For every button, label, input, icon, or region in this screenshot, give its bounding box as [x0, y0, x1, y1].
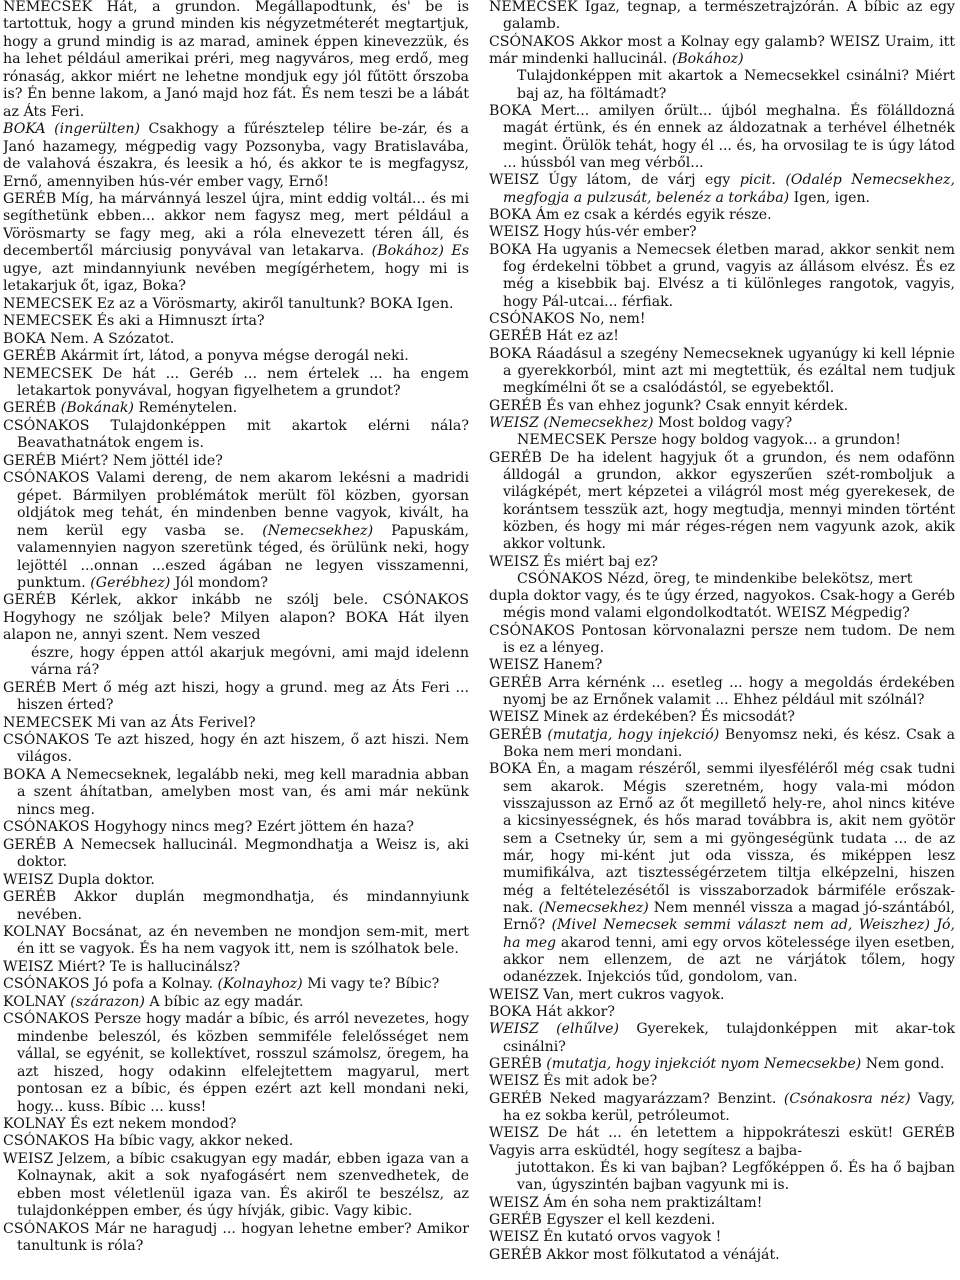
dialogue-paragraph	[3, 331, 469, 348]
dialogue-paragraph	[3, 191, 469, 296]
dialogue-paragraph	[3, 959, 469, 976]
left-column	[3, 0, 469, 1279]
dialogue-text: CSÓNAKOS Hogyhogy nincs meg? Ezért jöttem én haza?	[3, 819, 414, 836]
dialogue-paragraph	[3, 1116, 469, 1133]
dialogue-text: CSÓNAKOS Persze hogy madár a bíbic, és arról nevezetes, hogy mindenbe beleszól, és közben semmiféle felelősséget nem vállal, se egyénit, se kollektívet, rosszul számolsz, öregem, ha azt hiszed, hogy odakinn elfelejtettem magyarul, mert pontosan ez a bíbic, és éppen ezért azt kell mondani neki, hogy... kuss. Bíbic ... kuss!	[3, 1011, 469, 1115]
dialogue-text: CSÓNAKOS Jó pofa a Kolnay.	[3, 976, 218, 993]
dialogue-text: KOLNAY Bocsánat, az én nevemben ne mondjon sem-mit, mert én itt se vagyok. És ha nem vagyok itt, nem is szólhatok bele.	[3, 924, 469, 958]
dialogue-text: WEISZ De hát ... én letettem a hippokráteszi esküt! GERÉB Vagyis arra esküdtél, hogy segítesz a bajba-	[489, 1125, 955, 1159]
dialogue-text: Gyerekek, tulajdonképpen mit akar-tok csinálni?	[503, 1021, 955, 1055]
dialogue-text: BOKA Mert... amilyen őrült... újból meghalna. És fölálldozná magát értünk, és én ennek az áldozatnak a terhével élhetnék megint. Örülök tehát, hogy él ... és, ha orvosilag te is úgy látod ... hússból van meg vérből...	[489, 102, 955, 171]
stage-direction: (Gerébhez)	[90, 574, 171, 591]
dialogue-text: Tulajdonképpen mit akartok a Nemecsekkel csinálni? Miért baj az, ha föltámadt?	[517, 68, 955, 102]
dialogue-text: Nem gond.	[861, 1056, 945, 1073]
dialogue-paragraph	[489, 1160, 955, 1195]
dialogue-text: WEISZ Van, mert cukros vagyok.	[489, 986, 725, 1003]
dialogue-text: Igen, igen.	[789, 189, 870, 206]
dialogue-paragraph	[489, 675, 955, 710]
dialogue-paragraph	[489, 1229, 955, 1246]
dialogue-paragraph	[3, 1011, 469, 1116]
dialogue-paragraph	[489, 657, 955, 674]
dialogue-paragraph	[3, 872, 469, 889]
stage-direction: (Bokának)	[60, 400, 134, 417]
dialogue-paragraph	[3, 680, 469, 715]
dialogue-text: dupla doktor vagy, és te úgy érzed, nagyokos. Csak-hogy a Geréb mégis mond valami elgondolkodtatót. WEISZ Mégpedig?	[489, 588, 955, 622]
dialogue-paragraph	[489, 709, 955, 726]
dialogue-paragraph	[489, 1091, 955, 1126]
dialogue-paragraph	[489, 588, 955, 623]
dialogue-paragraph	[3, 121, 469, 191]
dialogue-text: GERÉB A Nemecsek hallucinál. Megmondhatja a Weisz is, aki doktor.	[3, 836, 469, 871]
dialogue-text: WEISZ És miért baj ez?	[489, 553, 658, 570]
dialogue-text: Csakhogy a fűrésztelep télire be-zár, és a Janó hazamegy, mégpedig vagy Pozsonyba, vagy Bratislavába, de valahová északra, és leesik a hó, és akkor te is megfagysz, Ernő, amennyiben hús-vér ember vagy, Ernő!	[3, 121, 469, 190]
dialogue-text: GERÉB Arra kérnénk ... esetleg ... hogy a megoldás érdekében nyomj be az Ernőnek valamit ... Ehhez például mit szólnál?	[489, 674, 955, 709]
dialogue-paragraph	[3, 767, 469, 819]
dialogue-paragraph	[489, 1056, 955, 1073]
dialogue-paragraph	[3, 0, 469, 121]
dialogue-text: Nem mennél vissza a magad jó-szántából, Ernő?	[503, 900, 955, 934]
dialogue-text: GERÉB Mert ő még azt hiszi, hogy a grund. meg az Áts Feri ... hiszen érted?	[3, 679, 469, 714]
dialogue-text: Papuskám, valamennyien nagyon szeretünk téged, és örülünk neki, hogy lejöttél ...onnan ...eszed ágában ne legyen visszamenni, punktum.	[17, 522, 469, 591]
dialogue-paragraph	[489, 987, 955, 1004]
dialogue-paragraph	[489, 1195, 955, 1212]
dialogue-paragraph	[489, 432, 955, 449]
dialogue-paragraph	[3, 592, 469, 644]
dialogue-text: BOKA A Nemecseknek, legalább neki, meg kell maradnia abban a szent áhítatban, amelyben most van, és ami már nekünk nincs meg.	[3, 766, 469, 818]
stage-direction: (Nemecsekhez)	[262, 522, 374, 539]
dialogue-paragraph	[3, 1151, 469, 1221]
dialogue-paragraph	[489, 415, 955, 432]
stage-direction: (Bokához) Es	[371, 243, 469, 260]
dialogue-text: WEISZ Hanem?	[489, 657, 603, 674]
dialogue-text: NEMECSEK És aki a Himnuszt írta?	[3, 313, 265, 330]
stage-direction: (szárazon)	[70, 993, 145, 1010]
dialogue-text: GERÉB Akkor duplán megmondhatja, és mindannyiunk nevében.	[3, 889, 469, 923]
dialogue-text: WEISZ Minek az érdekében? És micsodát?	[489, 709, 795, 726]
dialogue-paragraph	[489, 1212, 955, 1229]
stage-direction: (Csónakosra néz)	[783, 1090, 911, 1107]
dialogue-text: CSÓNAKOS Te azt hiszed, hogy én azt hiszem, ő azt hiszi. Nem világos.	[3, 732, 469, 766]
dialogue-text: BOKA Én, a magam részéről, semmi ilyesféléről még csak tudni sem akarok. Mégis szeretném, hogy vala-mi módon visszajusson az Ernő az őt megillető hely-re, ahol nincs kitéve a kicsinyességnek, és hős marad továbbra is, akit nem gyötör sem a Csetneky úr, sem a mi gyöngeségünk tudata ... de az már, hogy mi-ként jut oda vissza, és miképpen lesz mumifikálva, azt tisztességérzetem tiltja elképzelni, hiszen még a feltételezésétől is visszaborzadok bármiféle erőszak-nak.	[489, 761, 955, 917]
dialogue-text: CSÓNAKOS Már ne haragudj ... hogyan lehetne ember? Amikor tanultunk is róla?	[3, 1220, 469, 1255]
dialogue-paragraph	[489, 1125, 955, 1160]
dialogue-paragraph	[489, 450, 955, 554]
dialogue-paragraph	[489, 727, 955, 762]
dialogue-text: GERÉB	[3, 400, 61, 417]
dialogue-text: WEISZ Dupla doktor.	[3, 871, 155, 888]
dialogue-text: NEMECSEK Ez az a Vörösmarty, akiről tanultunk? BOKA Igen.	[3, 295, 454, 312]
dialogue-paragraph	[3, 732, 469, 767]
dialogue-paragraph	[489, 242, 955, 311]
dialogue-text: WEISZ Én kutató orvos vagyok !	[489, 1229, 722, 1246]
dialogue-paragraph	[3, 645, 469, 680]
dialogue-text: BOKA Nem. A Szózatot.	[3, 330, 175, 347]
dialogue-paragraph	[489, 311, 955, 328]
dialogue-text: NEMECSEK De hát ... Geréb ... nem értelek ... ha engem letakartok ponyvával, hogyan figyelhetem a grundot?	[3, 365, 469, 399]
dialogue-paragraph	[489, 68, 955, 103]
dialogue-text: akarod tenni, ami egy orvos kötelessége ilyen esetben, akkor nem ellenzem, de azt ne várjátok tőlem, hogy odanézzek. Injekciós tűd, gondolom, van.	[503, 934, 955, 986]
dialogue-paragraph	[489, 172, 955, 207]
dialogue-text: GERÉB Miért? Nem jöttél ide?	[3, 452, 223, 469]
dialogue-paragraph	[3, 313, 469, 330]
dialogue-paragraph	[3, 453, 469, 470]
dialogue-text: NEMECSEK Igaz, tegnap, a természetrajzórán. A bíbic az egy galamb.	[489, 0, 955, 33]
dialogue-text: GERÉB	[489, 1056, 547, 1073]
dialogue-text: GERÉB Kérlek, akkor inkább ne szólj bele. CSÓNAKOS Hogyhogy ne szóljak bele? Milyen alapon? BOKA Hát ilyen alapon ne, annyi szent. Nem veszed	[3, 592, 469, 644]
stage-direction: WEISZ (elhűlve)	[489, 1021, 619, 1038]
dialogue-paragraph	[3, 994, 469, 1011]
dialogue-text: ugye, azt mindannyiunk nevében megígérhetem, hogy mi is letakarjuk őt, igaz, Boka?	[3, 260, 469, 295]
dialogue-paragraph	[489, 1073, 955, 1090]
dialogue-paragraph	[3, 400, 469, 417]
stage-direction: (Kolnayhoz)	[217, 976, 303, 993]
dialogue-paragraph	[3, 366, 469, 401]
dialogue-text: NEMECSEK Hát, a grundon. Megállapodtunk, és' be is tartottuk, hogy a grund minden kis négyzetméterét megtartjuk, hogy a grund mindig is az marad, aminek éppen kinevezzük, és ha lehet például amerikai préri, meg nagyváros, meg erdő, meg rónaság, akkor miért ne lehetne mondjuk egy jól fűtött őrszoba is? Én benne lakom, a Janó majd hoz fát. És nem teszi be a lábát az Áts Feri.	[3, 0, 469, 120]
stage-direction: (mutatja, hogy injekciót nyom Nemecsekbe)	[546, 1056, 862, 1073]
stage-direction: WEISZ (Nemecsekhez)	[489, 414, 654, 431]
dialogue-paragraph	[3, 837, 469, 872]
dialogue-paragraph	[3, 924, 469, 959]
dialogue-text: WEISZ Jelzem, a bíbic csakugyan egy madár, ebben igaza van a Kolnaynak, akit a sok nyafogásért nem szenvedhetek, de ebben most véletlenül igaza van. És akiről te beszélsz, az tulajdonképpen ember, és úgy hívják, gibic. Vagy kibic.	[3, 1150, 469, 1220]
dialogue-paragraph	[489, 346, 955, 398]
dialogue-paragraph	[489, 571, 955, 588]
dialogue-text: GERÉB És van ehhez jogunk? Csak ennyit kérdek.	[489, 397, 849, 414]
dialogue-paragraph	[489, 0, 955, 34]
dialogue-text: WEISZ Ám én soha nem praktizáltam!	[489, 1194, 763, 1211]
dialogue-text: Reménytelen.	[133, 400, 238, 417]
dialogue-paragraph	[489, 554, 955, 571]
dialogue-paragraph	[489, 328, 955, 345]
dialogue-text: BOKA Ráadásul a szegény Nemecseknek ugyanúgy ki kell lépnie a gyerekkorból, mint azt mi megtettük, és ezáltal nem tudjuk megkímélni őt se a csalódástól, se egyebektől.	[489, 345, 955, 397]
dialogue-text: GERÉB Hát ez az!	[489, 328, 619, 345]
stage-direction: picit. (Odalép Nemecsekhez, megfogja a pulzusát, belenéz a torkába)	[503, 172, 955, 206]
dialogue-paragraph	[3, 715, 469, 732]
dialogue-paragraph	[3, 976, 469, 993]
dialogue-text: Vagy, ha ez sokba kerül, petróleumot.	[503, 1090, 955, 1124]
dialogue-text: BOKA Hát akkor?	[489, 1004, 615, 1021]
dialogue-paragraph	[3, 348, 469, 365]
dialogue-text: GERÉB Akkor most fölkutatod a vénáját.	[489, 1246, 780, 1263]
dialogue-text: GERÉB De ha idelent hagyjuk őt a grundon, és nem odafönn álldogál a grundon, akkor egyszerűen szét-romboljuk a világképét, mert képzetei a világról most még gyerekesek, de korántsem tesszük azt, hogy megtudja, mennyi minden történt közben, és hogy mi már réges-régen nem vagyunk azok, akik akkor voltunk.	[489, 449, 955, 553]
dialogue-text: jutottakon. És ki van bajban? Legfőképpen ő. És ha ő bajban van, úgyszintén bajban vagyunk mi is.	[517, 1159, 955, 1194]
dialogue-text: CSÓNAKOS Pontosan körvonalazni persze nem tudom. De nem is ez a lényeg.	[489, 622, 955, 657]
dialogue-text: WEISZ Úgy látom, de várj egy	[489, 172, 740, 189]
dialogue-text: Jól mondom?	[170, 574, 268, 591]
dialogue-paragraph	[489, 224, 955, 241]
dialogue-text: NEMECSEK Mi van az Áts Ferivel?	[3, 714, 256, 731]
dialogue-paragraph	[489, 34, 955, 69]
dialogue-text: Most boldog vagy?	[653, 414, 793, 431]
dialogue-paragraph	[489, 103, 955, 172]
dialogue-text: NEMECSEK Persze hogy boldog vagyok... a grundon!	[517, 432, 901, 449]
dialogue-paragraph	[3, 1221, 469, 1256]
dialogue-paragraph	[3, 470, 469, 592]
stage-direction: (Nemecsekhez)	[538, 900, 649, 917]
stage-direction: (Mivel Nemecsek semmi választ nem ad, Weiszhez) Jó, ha meg	[503, 917, 955, 951]
dialogue-text: GERÉB Neked magyarázzam? Benzint.	[489, 1090, 784, 1107]
dialogue-text: CSÓNAKOS Ha bíbic vagy, akkor neked.	[3, 1133, 294, 1150]
dialogue-paragraph	[3, 418, 469, 453]
dialogue-text: GERÉB	[489, 726, 548, 743]
dialogue-text: CSÓNAKOS Valami dereng, de nem akarom lekésni a madridi gépet. Bármilyen problémátok merült föl közben, gyorsan oldjátok meg tehát, én mindenben benne vagyok, kivált, ha nem kerül egy vasba se.	[3, 470, 469, 539]
dialogue-text: GERÉB Akármit írt, látod, a ponyva mégse derogál neki.	[3, 348, 409, 365]
dialogue-text: Benyomsz neki, és kész. Csak a Boka nem meri mondani.	[503, 726, 955, 761]
dialogue-paragraph	[3, 1133, 469, 1150]
dialogue-text: GERÉB Egyszer el kell kezdeni.	[489, 1211, 716, 1228]
dialogue-text: CSÓNAKOS No, nem!	[489, 310, 646, 327]
dialogue-paragraph	[489, 623, 955, 658]
dialogue-text: WEISZ Miért? Te is hallucinálsz?	[3, 958, 241, 975]
dialogue-text: KOLNAY És ezt nekem mondod?	[3, 1116, 237, 1132]
dialogue-text: CSÓNAKOS Tulajdonképpen mit akartok elérni nála? Beavathatnátok engem is.	[3, 417, 469, 452]
dialogue-paragraph	[489, 1004, 955, 1021]
dialogue-paragraph	[489, 761, 955, 986]
dialogue-text: KOLNAY	[3, 993, 71, 1010]
dialogue-text: CSÓNAKOS Akkor most a Kolnay egy galamb? WEISZ Uraim, itt már mindenki hallucinál.	[489, 33, 955, 67]
dialogue-text: észre, hogy éppen attól akarjuk megóvni, ami majd idelenn várna rá?	[31, 644, 469, 679]
dialogue-text: GERÉB Míg, ha márvánnyá leszel újra, mint eddig voltál... és mi segíthetünk ebben... akkor nem fagysz meg, mert például a Vörösmarty se fagy meg, aki a róla elnevezett téren áll, és decembertől márciusig ponyvával van letakarva.	[3, 190, 469, 260]
stage-direction: (Bokához)	[671, 50, 744, 67]
dialogue-text: WEISZ És mit adok be?	[489, 1073, 658, 1090]
stage-direction: BOKA (ingerülten)	[3, 121, 141, 138]
dialogue-paragraph	[3, 819, 469, 836]
dialogue-paragraph	[489, 207, 955, 224]
dialogue-text: BOKA Ám ez csak a kérdés egyik része.	[489, 206, 772, 223]
dialogue-text: WEISZ Hogy hús-vér ember?	[489, 224, 697, 241]
right-column	[489, 0, 955, 1279]
dialogue-text: A bíbic az egy madár.	[144, 993, 304, 1010]
dialogue-text: CSÓNAKOS Nézd, öreg, te mindenkibe belekötsz, mert	[517, 570, 913, 587]
dialogue-paragraph	[3, 889, 469, 924]
dialogue-text: Mi vagy te? Bíbic?	[302, 976, 440, 993]
dialogue-paragraph	[489, 1247, 955, 1264]
dialogue-paragraph	[3, 296, 469, 313]
dialogue-text: BOKA Ha ugyanis a Nemecsek életben marad, akkor senkit nem fog érdekelni többet a grund, vagyis az állásom elvész. És ez még a kisebbik baj. Elvész a ti különleges rangotok, vagyis, hogy Pál-utcai... férfiak.	[489, 241, 955, 310]
dialogue-paragraph	[489, 1021, 955, 1056]
stage-direction: (mutatja, hogy injekció)	[547, 726, 720, 743]
dialogue-paragraph	[489, 398, 955, 415]
